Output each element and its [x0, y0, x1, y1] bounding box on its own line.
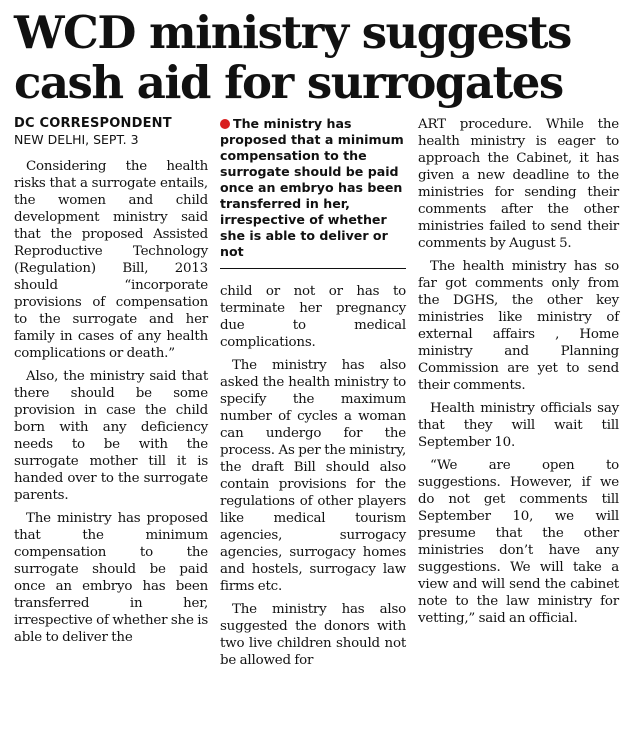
paragraph: ART procedure. While the health ministry is eager to approach the Cabinet, it has given a new deadline to the ministries for sending their comments after the other ministries failed to send their comments by August 5.: [418, 117, 619, 251]
paragraph: Health ministry officials say that they will wait till September 10.: [418, 401, 619, 450]
column-1: [14, 116, 208, 675]
paragraph: The ministry has also suggested the donors with two live children should not be allowed for: [220, 602, 406, 668]
byline-dateline: NEW DELHI, SEPT. 3: [14, 132, 139, 147]
paragraph: The ministry has also asked the health ministry to specify the maximum number of cycles a woman can undergo for the process. As per the ministry, the draft Bill should also contain provisions for the regulations of other players like medical tourism agencies, surrogacy agencies, surrogacy homes and hostels, surrogacy law firms etc.: [220, 358, 406, 594]
paragraph: “We are open to suggestions. However, if we do not get comments till September 10, we will presume that the other ministries don’t have any suggestions. We will take a view and will send the cabinet note to the law ministry for vetting,” said an official.: [418, 458, 619, 626]
paragraph: child or not or has to terminate her pregnancy due to medical complications.: [220, 284, 406, 350]
column-2: [220, 116, 406, 675]
pull-quote-text: The ministry has proposed that a minimum compensation to the surrogate should be paid once an embryo has been transferred in her, irrespective of whether she is able to deliver or not: [220, 116, 404, 259]
headline: WCD ministry suggests cash aid for surrogates: [14, 6, 571, 109]
bullet-icon: [220, 119, 230, 129]
byline-author: DC CORRESPONDENT: [14, 116, 172, 131]
byline: [14, 116, 208, 148]
pull-quote: [220, 116, 406, 269]
paragraph: The ministry has proposed that the minimum compensation to the surrogate should be paid once an embryo has been transferred in her, irrespective of whether she is able to deliver the: [14, 511, 208, 645]
paragraph: Also, the ministry said that there should be some provision in case the child born with any deficiency needs to be with the surrogate mother till it is handed over to the surrogate parents.: [14, 369, 208, 503]
paragraph: The health ministry has so far got comments only from the DGHS, the other key ministries like ministry of external affairs , Home ministry and Planning Commission are yet to send their comments.: [418, 259, 619, 393]
article-columns: [14, 116, 619, 675]
column-3: [418, 116, 619, 675]
paragraph: Considering the health risks that a surrogate entails, the women and child development ministry said that the proposed Assisted Reproductive Technology (Regulation) Bill, 2013 should “incorporate provisions of compensation to the surrogate and her family in cases of any health complications or death.”: [14, 159, 208, 361]
